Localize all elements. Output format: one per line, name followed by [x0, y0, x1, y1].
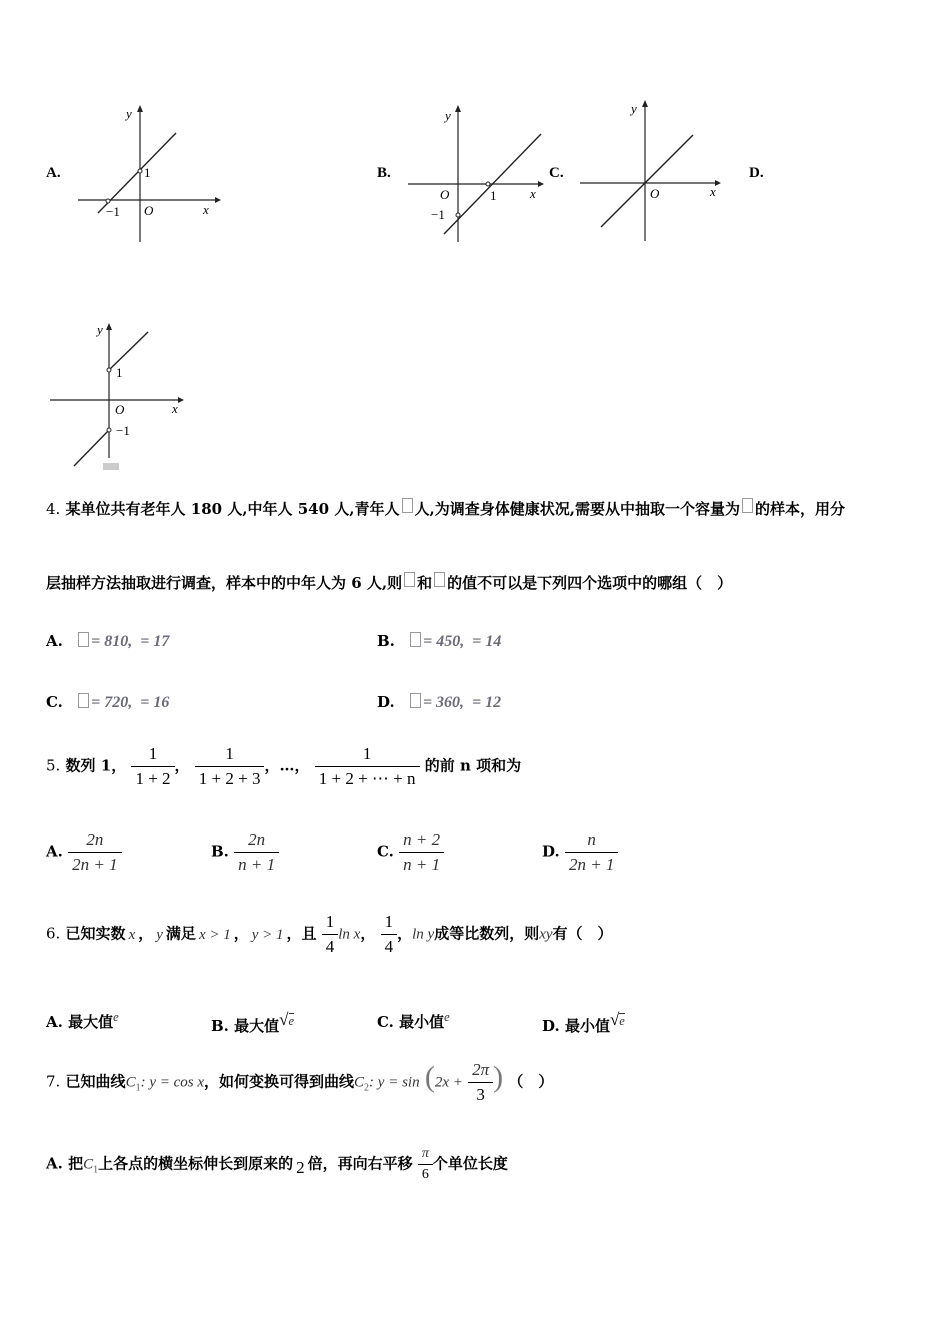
- sub-1: 1: [93, 1164, 99, 1176]
- option-label: C.: [377, 1013, 394, 1031]
- point-neg-one: [456, 213, 460, 217]
- var-y: y: [156, 926, 163, 943]
- q6-text-5: 有（ ）: [552, 924, 613, 943]
- curve-c2-eq: : y = sin: [369, 1074, 420, 1091]
- placeholder-box: [78, 693, 89, 708]
- q7-paren: （ ）: [508, 1072, 554, 1091]
- option-math: = 720, = 16: [91, 694, 170, 711]
- option-label: C.: [46, 693, 63, 711]
- q6-option-c[interactable]: [377, 1010, 450, 1032]
- q6-sep: ，: [138, 924, 154, 943]
- x-arrow: [215, 197, 221, 203]
- option-label: D.: [542, 842, 560, 861]
- q7-stem: [46, 1060, 553, 1105]
- option-fraction: $\frac{2n}{2n + 1}$: [68, 830, 121, 875]
- tick-one: 1: [490, 188, 497, 203]
- right-paren: ): [493, 1060, 504, 1094]
- origin-label: O: [115, 402, 125, 417]
- graph-line-lower: [74, 430, 109, 466]
- option-math: e: [113, 1010, 119, 1024]
- x-label: x: [530, 186, 536, 201]
- q4-text-4: 层抽样方法抽取进行调查，样本中的中年人为 6 人,则: [46, 574, 403, 592]
- point-one: [138, 169, 142, 173]
- sqrt-e: √e: [279, 1010, 295, 1029]
- option-label: C.: [377, 842, 394, 861]
- option-text-2: 上各点的横坐标伸长到原来的: [98, 1154, 294, 1173]
- q5-option-d[interactable]: [542, 830, 618, 875]
- option-label: B.: [377, 632, 395, 650]
- q7-option-a[interactable]: [46, 1146, 508, 1183]
- curve-c1: C: [83, 1156, 94, 1173]
- option-math: = 810, = 17: [91, 633, 170, 650]
- graph-line: [601, 135, 693, 227]
- q4-text-1: 某单位共有老年人 180 人,中年人 540 人,青年人: [65, 500, 400, 518]
- q5-text-1: 数列 1，: [65, 756, 127, 775]
- quarter-fraction-2: $\frac{1}{4}$: [381, 912, 398, 957]
- q4-number: 4.: [46, 500, 61, 518]
- option-text-1: 把: [68, 1154, 84, 1173]
- placeholder-box: [78, 632, 89, 647]
- graph-d-label: D.: [749, 165, 764, 181]
- graph-b: [400, 100, 550, 250]
- option-text: 最小值: [564, 1017, 610, 1035]
- placeholder-box: [404, 572, 415, 587]
- q4-option-d[interactable]: [377, 693, 501, 712]
- point-neg-one: [107, 428, 111, 432]
- quarter-fraction-1: $\frac{1}{4}$: [322, 912, 339, 957]
- q5-option-b[interactable]: [211, 830, 279, 875]
- y-arrow: [642, 100, 648, 107]
- placeholder-box: [434, 572, 445, 587]
- curve-c2-arg: 2x +: [434, 1074, 463, 1091]
- option-label: A.: [46, 842, 63, 861]
- x-arrow: [178, 397, 184, 403]
- graph-a-label: A.: [46, 165, 61, 181]
- sqrt-icon: √: [279, 1010, 289, 1029]
- graph-c: [575, 95, 730, 245]
- q4-text-3: 的样本，用分: [754, 500, 845, 518]
- sub-2: 2: [364, 1082, 370, 1094]
- x-label: x: [172, 401, 178, 416]
- placeholder-box: [410, 632, 421, 647]
- y-arrow: [106, 323, 112, 330]
- origin-label: O: [440, 187, 450, 202]
- graph-b-label: B.: [377, 165, 391, 181]
- q5-text-2: 的前 n 项和为: [424, 756, 522, 775]
- q7-text-1: 已知曲线: [65, 1072, 126, 1091]
- var-x: x: [128, 926, 136, 943]
- option-math: = 360, = 12: [422, 694, 502, 711]
- curve-c2: C: [354, 1074, 365, 1091]
- sqrt-e: √e: [609, 1010, 625, 1029]
- pi-sixth: $\frac{\pi}{6}$: [418, 1146, 433, 1183]
- q7-number: 7.: [46, 1072, 61, 1091]
- option-label: D.: [542, 1017, 560, 1035]
- fraction-3: $\frac{1}{1 + 2 + \cdots + n}$: [315, 744, 420, 789]
- ln-x: ln x: [338, 926, 361, 943]
- q6-option-a[interactable]: [46, 1010, 119, 1032]
- q6-text-4: 成等比数列，则: [434, 924, 540, 943]
- sub-1: 1: [135, 1082, 141, 1094]
- option-text: 最大值: [68, 1013, 114, 1031]
- tick-one: 1: [116, 365, 123, 380]
- placeholder-box: [410, 693, 421, 708]
- fraction-2: $\frac{1}{1 + 2 + 3}$: [195, 744, 265, 789]
- y-arrow: [455, 105, 461, 112]
- y-label: y: [97, 322, 103, 337]
- q6-option-d[interactable]: [542, 1010, 625, 1036]
- curve-c1: C: [125, 1074, 136, 1091]
- sqrt-icon: √: [609, 1010, 620, 1029]
- q5-ellipsis: ，…，: [264, 756, 310, 775]
- option-label: B.: [211, 842, 229, 861]
- x-arrow: [715, 180, 721, 186]
- y-label: y: [631, 101, 637, 116]
- q4-option-b[interactable]: [377, 632, 501, 651]
- point-one: [486, 182, 490, 186]
- q6-option-b[interactable]: [211, 1010, 294, 1036]
- graph-a: [70, 100, 230, 250]
- option-math: = 450, = 14: [423, 633, 502, 650]
- q5-comma: ，: [174, 756, 190, 775]
- option-label: A.: [46, 1154, 63, 1173]
- q5-stem: [46, 744, 521, 789]
- y-label: y: [445, 108, 451, 123]
- tick-neg-one: −1: [431, 207, 445, 222]
- option-label: D.: [377, 693, 395, 711]
- q4-text-2: 人,为调查身体健康状况,需要从中抽取一个容量为: [414, 500, 740, 518]
- q4-option-a[interactable]: [46, 632, 169, 651]
- option-text-4: 个单位长度: [432, 1154, 508, 1173]
- q5-option-a[interactable]: [46, 830, 122, 875]
- fraction-1: $\frac{1}{1 + 2}$: [131, 744, 174, 789]
- curve-c1-eq: : y = cos x: [140, 1074, 205, 1091]
- q4-text-6: 的值不可以是下列四个选项中的哪组（ ）: [447, 574, 733, 592]
- two-pi-third: $\frac{2\pi}{3}$: [468, 1060, 493, 1105]
- q4-text-5: 和: [417, 574, 433, 592]
- q6-sep: ，: [233, 924, 249, 943]
- y-label: y: [126, 106, 132, 121]
- x-label: x: [710, 184, 716, 199]
- q7-text-2: ，如何变换可得到曲线: [204, 1072, 355, 1091]
- q6-text-1: 已知实数: [65, 924, 126, 943]
- ln-y: ln y: [412, 926, 435, 943]
- q4-line2: [46, 572, 732, 593]
- tick-neg-one: −1: [116, 423, 130, 438]
- left-paren: (: [424, 1060, 435, 1094]
- option-label: A.: [46, 632, 63, 650]
- cond-x: x > 1: [198, 926, 231, 943]
- q6-text-3: ，且: [286, 924, 317, 943]
- factor-two: 2: [296, 1157, 305, 1177]
- q4-line1: [46, 498, 845, 519]
- x-label: x: [203, 202, 209, 217]
- graph-line-upper: [109, 332, 148, 370]
- origin-label: O: [144, 203, 154, 218]
- option-fraction: $\frac{2n}{n + 1}$: [234, 830, 279, 875]
- q6-number: 6.: [46, 924, 61, 943]
- option-text: 最小值: [399, 1013, 445, 1031]
- placeholder-box: [742, 498, 753, 513]
- graph-d: [45, 318, 195, 473]
- option-fraction: $\frac{n + 2}{n + 1}$: [399, 830, 444, 875]
- q6-stem: [46, 912, 613, 957]
- placeholder-box: [402, 498, 413, 513]
- y-arrow: [137, 105, 143, 112]
- xy: xy: [539, 926, 553, 943]
- x-arrow: [538, 181, 544, 187]
- origin-label: O: [650, 186, 660, 201]
- q6-sep: ，: [360, 924, 376, 943]
- tick-neg-one: −1: [106, 204, 120, 219]
- q6-sep: ，: [397, 924, 413, 943]
- q5-number: 5.: [46, 756, 61, 775]
- point-neg-one: [106, 199, 110, 203]
- option-label: B.: [211, 1017, 229, 1035]
- option-label: A.: [46, 1013, 63, 1031]
- q6-text-2: 满足: [165, 924, 196, 943]
- graph-c-label: C.: [549, 165, 564, 181]
- cond-y: y > 1: [251, 926, 284, 943]
- option-text-3: 倍，再向右平移: [307, 1154, 413, 1173]
- point-one: [107, 368, 111, 372]
- option-math: e: [444, 1010, 450, 1024]
- q4-option-c[interactable]: [46, 693, 169, 712]
- scan-mark: [103, 463, 119, 470]
- option-text: 最大值: [234, 1017, 280, 1035]
- option-fraction: $\frac{n}{2n + 1}$: [565, 830, 618, 875]
- q5-option-c[interactable]: [377, 830, 444, 875]
- tick-one: 1: [144, 165, 151, 180]
